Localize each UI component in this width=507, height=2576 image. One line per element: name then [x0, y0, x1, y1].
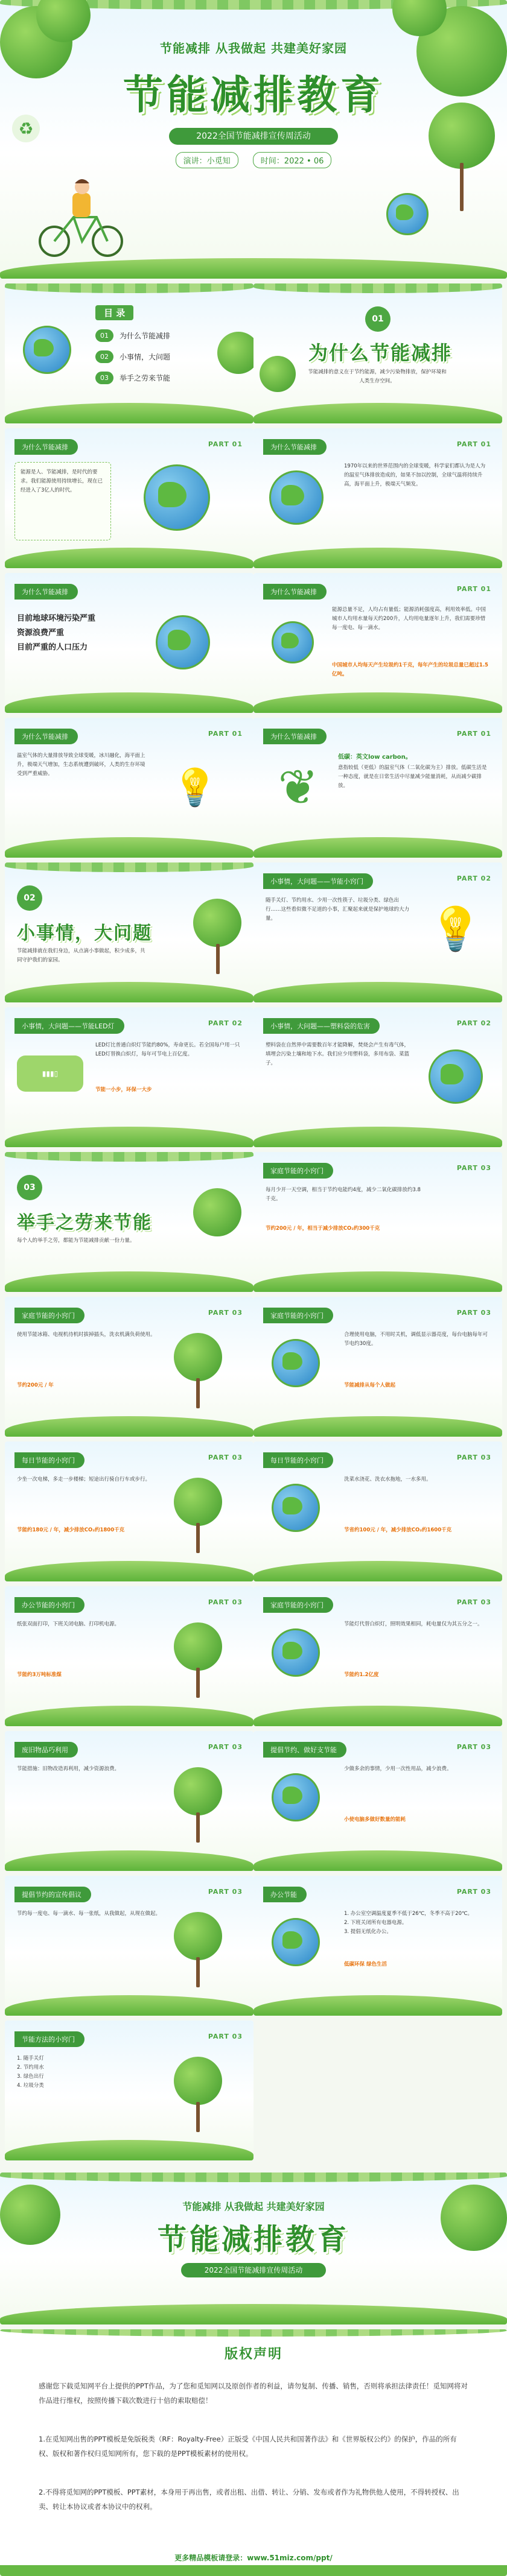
tip-slide [253, 1731, 502, 1871]
tree-illustration [174, 1767, 222, 1815]
part-label: PART 01 [208, 440, 243, 448]
slide-tag: 废旧物品巧利用 [14, 1742, 78, 1758]
tip-slide [5, 1731, 253, 1871]
section-title: 举手之劳来节能 [17, 1212, 152, 1233]
slide-tag: 为什么节能减排 [263, 584, 327, 600]
content-slide [253, 1007, 502, 1147]
part-label: PART 03 [456, 1164, 491, 1172]
tree-illustration [174, 2057, 222, 2105]
tip-text: 合理使用电脑，不用时关机，调低显示器亮度，每台电脑每年可节电约30度。 [344, 1332, 488, 1347]
slide-tag: 每日节能的小窍门 [263, 1452, 333, 1468]
part-label: PART 02 [456, 875, 491, 882]
slide-tag: 办公节能的小窍门 [14, 1597, 84, 1613]
tip-slide [5, 1876, 253, 2016]
cover-title: 节能减排教育 [123, 72, 384, 118]
tip-highlight: 节约200元 / 年，相当于减少排放CO₂约300千克 [266, 1226, 380, 1232]
toc-item[interactable]: 01 为什么节能减排 [95, 329, 170, 342]
copyright-paragraph: 2.不得将觅知网的PPT模板、PPT素材，本身用于再出售，或者出租、出借、转让、分销、发布或者作为礼物供他人使用，不得转授权、出卖、转让本协议或者本协议中的权利。 [39, 2488, 459, 2511]
lightbulb-icon: 💡 [429, 903, 482, 954]
slide-tag: 家庭节能的小窍门 [14, 1308, 84, 1323]
leaf-icon: ❦ [278, 759, 319, 815]
content-slide [5, 718, 253, 858]
slide-tag: 为什么节能减排 [14, 584, 78, 600]
slide-text: 随手关灯、节约用水、少用一次性筷子、垃圾分类、绿色出行……这些看似微不足道的小事，汇聚起来就是保护地球的大力量。 [266, 897, 410, 922]
tip-highlight: 节能减排从每个人做起 [344, 1382, 396, 1388]
toc-item[interactable]: 03 举手之劳来节能 [95, 372, 170, 384]
tip-text: 节能灯代替白炽灯，照明效果相同，耗电量仅为其五分之一。 [344, 1621, 483, 1627]
section-desc: 节能减排就在我们身边，从点滴小事做起，积少成多，共同守护我们的家园。 [17, 948, 145, 963]
cover-banner: 2022全国节能减排宣传周活动 [169, 128, 338, 145]
section-desc: 每个人的举手之劳，都能为节能减排贡献一份力量。 [17, 1238, 135, 1244]
section-desc: 节能减排的意义在于节约能源，减少污染物排放，保护环境和人类生存空间。 [308, 369, 447, 384]
globe-illustration [272, 621, 314, 663]
end-subtitle: 节能减排 从我做起 共建美好家园 [182, 2201, 325, 2212]
tip-text: 使用节能冰箱、电视机待机时拔掉插头，洗衣机满负荷使用。 [17, 1332, 156, 1338]
globe-illustration [269, 470, 324, 525]
section1-slide [253, 283, 502, 423]
cyclist-illustration [36, 175, 127, 259]
copyright-section [0, 2329, 507, 2576]
part-label: PART 03 [208, 1454, 243, 1461]
slide-text: LED灯比普通白炽灯节能约80%，寿命更长。若全国每户用一只LED灯替换白炽灯，每年可节电上百亿度。 [95, 1042, 240, 1057]
toc-title: 目 录 [95, 305, 133, 320]
part-label: PART 02 [208, 1019, 243, 1027]
recycle-icon: ♻ [12, 115, 40, 142]
content-slide [253, 862, 502, 1002]
tip-slide [253, 1586, 502, 1726]
section-number: 03 [17, 1175, 42, 1200]
globe-illustration [272, 1773, 320, 1821]
problem-item: 目前地球环境污染严重 [17, 614, 96, 623]
globe-illustration [272, 1918, 320, 1966]
part-label: PART 03 [456, 1454, 491, 1461]
slide-tag: 提倡节约的宣传倡议 [14, 1887, 91, 1902]
tip-text: 洗菜水浇花、洗衣水拖地，一水多用。 [344, 1476, 432, 1483]
tree-illustration [174, 1333, 222, 1381]
part-label: PART 03 [208, 1743, 243, 1751]
tip-text: 节约每一度电、每一滴水、每一张纸，从我做起，从现在做起。 [17, 1911, 161, 1917]
part-label: PART 01 [456, 440, 491, 448]
slide-text: 温室气体的大量排放导致全球变暖，冰川融化，海平面上升，极端天气增加，生态系统遭到破坏，人类的生存环境受到严重威胁。 [17, 753, 145, 777]
section-title: 小事情，大问题 [17, 923, 152, 944]
section-title: 为什么节能减排 [308, 341, 452, 364]
tip-highlight: 低碳环保 绿色生活 [344, 1961, 387, 1967]
cover-subtitle: 节能减排 从我做起 共建美好家园 [160, 41, 347, 55]
tip-slide [5, 1586, 253, 1726]
slide-tag: 节能方法的小窍门 [14, 2031, 84, 2047]
tip-text: 1. 办公室空调温度夏季不低于26℃，冬季不高于20℃。 2. 下班关闭所有电器电源。 3. 提倡无纸化办公。 [344, 1911, 473, 1935]
tip-highlight: 节能约1.2亿度 [344, 1672, 379, 1678]
part-label: PART 02 [456, 1019, 491, 1027]
section-number: 02 [17, 885, 42, 911]
tip-highlight: 节能约180元 / 年，减少排放CO₂约1800千克 [17, 1527, 125, 1533]
low-carbon-heading: 低碳：英文low carbon。 [338, 754, 412, 761]
date-label: 时间：2022 • 06 [253, 152, 332, 168]
globe-illustration [23, 326, 71, 374]
part-label: PART 01 [456, 585, 491, 593]
battery-icon: ▮▮▮▯ [17, 1055, 83, 1092]
section2-slide [5, 862, 253, 1002]
copyright-title: 版权声明 [224, 2347, 282, 2362]
globe-illustration [272, 1484, 320, 1532]
slide-tag: 小事情，大问题——节能LED灯 [14, 1018, 124, 1034]
toc-item[interactable]: 02 小事情，大问题 [95, 350, 170, 363]
slide-tag: 为什么节能减排 [263, 729, 327, 744]
lightbulb-icon: 💡 [172, 766, 218, 809]
section-number: 01 [365, 306, 391, 332]
part-label: PART 03 [208, 1888, 243, 1896]
copyright-paragraph: 感谢您下载觅知网平台上提供的PPT作品，为了您和觅知网以及原创作者的利益，请勿复制、传播、销售，否则将承担法律责任！觅知网将对作品进行维权，按照传播下载次数进行十倍的索取赔偿！ [39, 2382, 468, 2405]
content-slide [253, 428, 502, 568]
tip-highlight: 节约200元 / 年 [17, 1382, 54, 1388]
tip-text: 纸张双面打印，下班关闭电脑、打印机电源。 [17, 1621, 120, 1627]
globe-illustration [156, 615, 210, 669]
toc-slide [5, 283, 253, 423]
tip-text: 1. 随手关灯 2. 节约用水 3. 绿色出行 4. 垃圾分类 [17, 2055, 44, 2089]
tip-highlight: 节省约100元 / 年，减少排放CO₂约1600千克 [344, 1527, 452, 1533]
tree-illustration [174, 1912, 222, 1960]
slide-tag: 小事情，大问题——节能小窍门 [263, 873, 373, 889]
earth-hands-illustration [144, 464, 210, 531]
ending-slide [0, 2173, 507, 2324]
part-label: PART 01 [208, 730, 243, 738]
tip-text: 节能措施：旧物改造再利用，减少资源浪费。 [17, 1766, 120, 1772]
slide-text: 能源是人、节能减排，是时代的要求。我们能源使用持续增长，现在已经进入了3亿人的时代。 [21, 469, 103, 493]
tip-slide [5, 1441, 253, 1581]
tip-slide [253, 1441, 502, 1581]
tree-illustration [174, 1478, 222, 1526]
slide-text: 意指较低（更低）的温室气体（二氧化碳为主）排放。低碳生活是一种态度，就是在日常生活中尽量减少能量消耗，从而减少碳排放。 [338, 765, 487, 789]
tip-text: 少坐一次电梯，多走一步楼梯；短途出行骑自行车或步行。 [17, 1476, 151, 1483]
tip-highlight: 节能约3万吨标准煤 [17, 1672, 62, 1678]
slide-text: 能源总量不足，人均占有量低；能源消耗强度高，利用效率低。中国城市人均用水量每天约200升，人均用电量逐年上升，我们需要珍惜每一度电、每一滴水。 [332, 607, 486, 631]
part-label: PART 01 [456, 730, 491, 738]
sos-globe-illustration [429, 1049, 483, 1104]
part-label: PART 03 [208, 1309, 243, 1317]
slide-tag: 家庭节能的小窍门 [263, 1163, 333, 1179]
globe-illustration [386, 193, 429, 235]
globe-illustration [272, 1628, 320, 1677]
slide-text: 塑料袋在自然界中需要数百年才能降解，焚烧会产生有毒气体，填埋会污染土壤和地下水。我们应少用塑料袋，多用布袋、菜篮子。 [266, 1042, 410, 1066]
slide-tag: 办公节能 [263, 1887, 307, 1902]
tip-highlight: 小使电脑多做好数量的能耗 [344, 1817, 406, 1823]
tree-illustration [174, 1622, 222, 1671]
problem-item: 目前严重的人口压力 [17, 643, 88, 652]
website-link[interactable]: 更多精品模板请登录：www.51miz.com/ppt/ [174, 2554, 333, 2562]
copyright-paragraph: 1.在觅知网出售的PPT模板是免版税类（RF：Royalty-Free）正版受《中国人民共和国著作法》和《世界版权公约》的保护，作品的所有权、版权和著作权归觅知网所有，您下载的是PPT模板素材的使用权。 [39, 2435, 457, 2458]
problem-item: 资源浪费严重 [17, 628, 65, 638]
part-label: PART 03 [456, 1598, 491, 1606]
problem-list [17, 612, 95, 655]
toc-list [95, 329, 170, 384]
tip-text: 少做多余的事情，少用一次性用品，减少浪费。 [344, 1766, 452, 1772]
cover-info [0, 152, 507, 168]
tip-slide [253, 1876, 502, 2016]
tip-text: 每月少开一天空调，相当于节约电能约4度，减少二氧化碳排放约3.8千克。 [266, 1187, 421, 1202]
slide-highlight: 节能一小步，环保一大步 [95, 1087, 152, 1093]
tip-slide [5, 1297, 253, 1437]
content-slide [5, 573, 253, 713]
slide-tag: 每日节能的小窍门 [14, 1452, 84, 1468]
slide-tag: 小事情，大问题——塑料袋的危害 [263, 1018, 380, 1034]
slide-tag: 为什么节能减排 [263, 439, 327, 455]
content-slide [5, 428, 253, 568]
slide-tag: 提倡节约、做好支节能 [263, 1742, 346, 1758]
presenter-label: 演讲：小觅知 [176, 152, 238, 168]
slide-tag: 为什么节能减排 [14, 729, 78, 744]
end-banner: 2022全国节能减排宣传周活动 [181, 2263, 326, 2277]
tip-slide [5, 2021, 253, 2160]
slide-tag: 为什么节能减排 [14, 439, 78, 455]
cover-slide [0, 0, 507, 279]
globe-illustration [272, 1339, 320, 1387]
end-title: 节能减排教育 [157, 2223, 349, 2256]
part-label: PART 03 [456, 1309, 491, 1317]
slide-tag: 家庭节能的小窍门 [263, 1308, 333, 1323]
content-slide [5, 1007, 253, 1147]
content-slide [253, 718, 502, 858]
part-label: PART 03 [456, 1888, 491, 1896]
slide-text: 1970年以来的世界范围内的全球变暖，科学家们都认为是人为的温室气体排放造成的，如果不加以控制，全球气温将持续升高，海平面上升，极端天气频发。 [344, 463, 486, 487]
slide-tag: 家庭节能的小窍门 [263, 1597, 333, 1613]
section3-slide [5, 1152, 253, 1292]
content-slide [253, 573, 502, 713]
part-label: PART 03 [456, 1743, 491, 1751]
part-label: PART 03 [208, 1598, 243, 1606]
slide-highlight: 中国城市人均每天产生垃圾约1千克，每年产生的垃圾总量已超过1.5亿吨。 [332, 662, 488, 677]
part-label: PART 03 [208, 2033, 243, 2040]
tip-slide [253, 1297, 502, 1437]
tip-slide [253, 1152, 502, 1292]
